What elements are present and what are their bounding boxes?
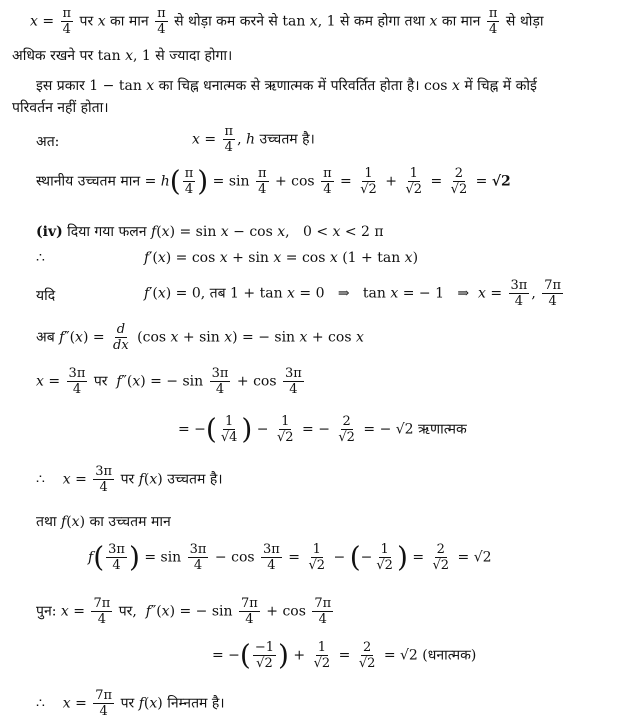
- text-line-3: इस प्रकार 1 − tan x का चिह्न धनात्मक से ऋणात्मक में परिवर्तित होता है। cos x में चिह्न में कोई: [36, 78, 537, 94]
- text-line-8-eq: f′(x) = cos x + sin x = cos x (1 + tan x): [144, 250, 419, 266]
- text-line-16: पुन: x = $\frac{7\pi}{4}$ पर, f″(x) = − sin $\frac{7\pi}{4}$ + cos $\frac{7\pi}{4}$: [36, 596, 332, 627]
- text-line-8-symbol: ∴: [36, 250, 45, 266]
- text-line-5-label: अत:: [36, 134, 60, 150]
- text-line-17: = −( $\frac{-1}{√2}$ ) + $\frac{1}{√2}$ = $\frac{2}{√2}$ = √2 (धनात्मक): [212, 638, 477, 672]
- text-line-1: x = $\frac{\pi}{4}$ पर x का मान $\frac{\pi}{4}$ से थोड़ा कम करने से tan x, 1 से कम होगा तथा x का मान $\frac{\pi}{4}$ से थोड़ा: [30, 6, 544, 37]
- text-line-14: तथा f(x) का उच्चतम मान: [36, 514, 171, 530]
- text-line-9-eq: f′(x) = 0, तब 1 + tan x = 0 ⇒ tan x = − 1 ⇒ x = $\frac{3\pi}{4}$ , $\frac{7\pi}{4}$: [144, 278, 562, 309]
- text-line-10: अब f″(x) = $\frac{d}{dx}$ (cos x + sin x) = − sin x + cos x: [36, 322, 364, 353]
- text-line-7: (iv) दिया गया फलन f(x) = sin x − cos x, 0 < x < 2 π: [36, 224, 384, 240]
- text-line-9-label: यदि: [36, 288, 56, 304]
- text-line-18: ∴ x = $\frac{7\pi}{4}$ पर f(x) निम्नतम है।: [36, 688, 225, 719]
- text-line-15: f( $\frac{3\pi}{4}$ ) = sin $\frac{3\pi}{4}$ − cos $\frac{3\pi}{4}$ = $\frac{1}{√2}$ − (− $\frac{1}{√2}$ ) = $\frac{2}{√2}$ = √2: [88, 540, 492, 574]
- text-line-12: = −( $\frac{1}{√4}$ ) − $\frac{1}{√2}$ = − $\frac{2}{√2}$ = − √2 ऋणात्मक: [178, 412, 467, 446]
- text-line-13: ∴ x = $\frac{3\pi}{4}$ पर f(x) उच्चतम है।: [36, 464, 223, 495]
- text-line-4: परिवर्तन नहीं होता।: [12, 100, 109, 116]
- text-line-5-eq: x = $\frac{\pi}{4}$ , h उच्चतम है।: [192, 124, 315, 155]
- text-line-11: x = $\frac{3\pi}{4}$ पर f″(x) = − sin $\frac{3\pi}{4}$ + cos $\frac{3\pi}{4}$: [36, 366, 302, 397]
- text-line-6: स्थानीय उच्चतम मान = h( $\frac{\pi}{4}$ ) = sin $\frac{\pi}{4}$ + cos $\frac{\pi}{4}$ = $\frac{1}{√2}$ + $\frac{1}{√2}$ = $\frac{2}{√2}$ = √2: [36, 164, 511, 198]
- text-line-2: अधिक रखने पर tan x, 1 से ज्यादा होगा।: [12, 48, 233, 64]
